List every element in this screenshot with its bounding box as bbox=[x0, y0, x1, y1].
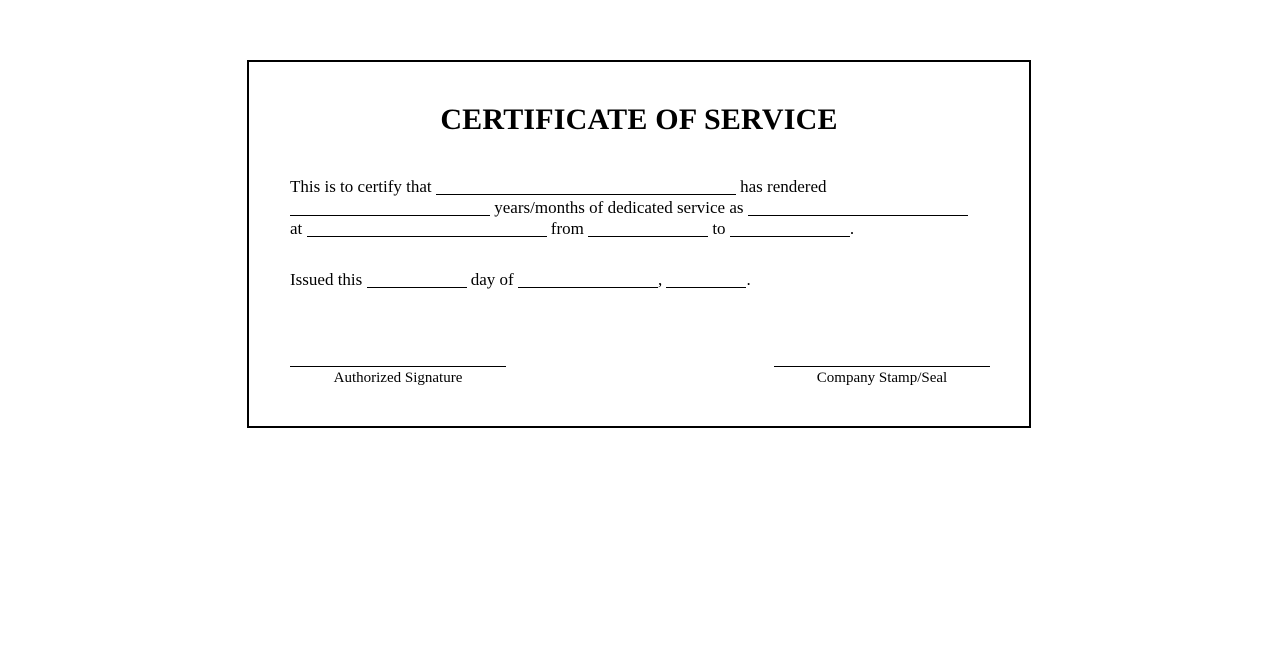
issued-lead-text: Issued this bbox=[290, 270, 363, 289]
from-text: from bbox=[550, 219, 584, 238]
company-stamp-line[interactable] bbox=[774, 366, 990, 367]
at-text: at bbox=[290, 219, 303, 238]
duration-blank[interactable] bbox=[290, 199, 490, 216]
certificate-frame bbox=[247, 60, 1031, 428]
issued-line bbox=[290, 269, 751, 290]
end-date-blank[interactable] bbox=[730, 220, 850, 237]
duration-text: years/months of dedicated service as bbox=[494, 198, 744, 217]
period-text: . bbox=[849, 219, 855, 238]
service-location-line bbox=[290, 218, 854, 239]
to-text: to bbox=[712, 219, 726, 238]
issue-day-blank[interactable] bbox=[367, 271, 467, 288]
issue-month-blank[interactable] bbox=[518, 271, 658, 288]
issue-year-blank[interactable] bbox=[666, 271, 746, 288]
authorized-signature-label: Authorized Signature bbox=[333, 370, 463, 386]
certify-lead-text: This is to certify that bbox=[290, 177, 432, 196]
issued-period-text: . bbox=[746, 270, 751, 289]
company-blank[interactable] bbox=[307, 220, 547, 237]
certify-line bbox=[290, 176, 827, 197]
certificate-title: CERTIFICATE OF SERVICE bbox=[440, 103, 838, 136]
certify-tail-text: has rendered bbox=[740, 177, 827, 196]
position-blank[interactable] bbox=[748, 199, 968, 216]
comma-text: , bbox=[657, 270, 663, 289]
authorized-signature-line[interactable] bbox=[290, 366, 506, 367]
day-of-text: day of bbox=[470, 270, 514, 289]
recipient-name-blank[interactable] bbox=[436, 178, 736, 195]
start-date-blank[interactable] bbox=[588, 220, 708, 237]
company-stamp-label: Company Stamp/Seal bbox=[816, 370, 948, 386]
service-duration-line bbox=[290, 197, 968, 218]
